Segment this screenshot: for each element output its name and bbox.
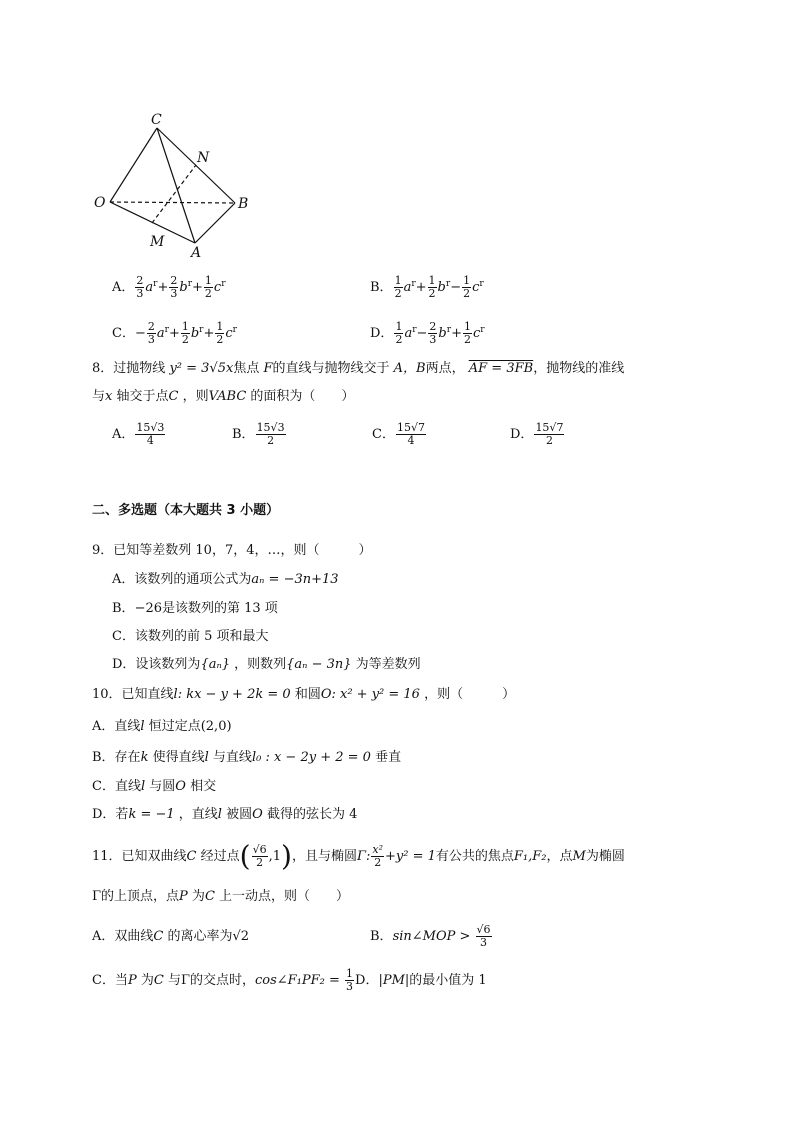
q8-line1: 8．过抛物线 y² = 3√5x焦点 F的直线与抛物线交于 A，B两点， AF = 3FB，抛物线的准线 — [92, 361, 625, 376]
q11-option-b[interactable]: B．sin∠MOP > $\frac{√6}{3}$ — [370, 923, 491, 949]
label-N: N — [197, 150, 210, 166]
section-title: 二、多选题（本大题共 3 小题） — [92, 503, 280, 518]
q8-option-b[interactable]: B． $\frac{15√3}{2}$ — [232, 421, 285, 447]
label-C: C — [151, 112, 162, 128]
q9-option-a[interactable]: A．该数列的通项公式为aₙ = −3n+13 — [112, 572, 339, 587]
q8-option-c[interactable]: C． $\frac{15√7}{4}$ — [372, 421, 425, 447]
q10-option-a[interactable]: A．直线l 恒过定点(2,0) — [92, 719, 232, 734]
label-B: B — [238, 196, 249, 212]
q7-option-a[interactable]: A． $\frac{2}{3}$ $a^r+$ $\frac{2}{3}$ $b^r+$ $\frac{1}{2}$ $c^r$ — [112, 274, 226, 300]
q9-option-b[interactable]: B．−26是该数列的第 13 项 — [112, 601, 278, 616]
q10-stem: 10．已知直线l: kx − y + 2k = 0 和圆O: x² + y² = 16 ，则（ ） — [92, 687, 516, 702]
edge-OB-dashed — [110, 202, 235, 203]
edge-AB — [195, 203, 235, 243]
label-O: O — [94, 195, 106, 211]
q8-triangle: VABC — [208, 389, 247, 404]
q11-stem-line1: 11．已知双曲线C 经过点( $\frac{√6}{2}$ ,1)，且与椭圆Γ: $\frac{\text{x²}}{2}$ +y² = 1有公共的焦点F₁,F₂，点M为椭圆 — [92, 839, 625, 873]
label-M: M — [150, 234, 165, 250]
q8-option-d[interactable]: D． $\frac{15√7}{2}$ — [510, 421, 564, 447]
q11-option-d[interactable]: D．|PM|的最小值为 1 — [355, 973, 487, 988]
edge-CO — [110, 128, 157, 202]
edge-CA — [157, 128, 195, 243]
q7-option-c[interactable]: C．− $\frac{2}{3}$ $a^r+$ $\frac{1}{2}$ $b^r+$ $\frac{1}{2}$ $c^r$ — [112, 320, 237, 346]
q10-option-b[interactable]: B．存在k 使得直线l 与直线l₀ : x − 2y + 2 = 0 垂直 — [92, 750, 402, 765]
q10-option-c[interactable]: C．直线l 与圆O 相交 — [92, 779, 217, 794]
q8-option-a[interactable]: A． $\frac{15√3}{4}$ — [112, 421, 165, 447]
q10-option-d[interactable]: D．若k = −1 ，直线l 被圆O 截得的弦长为 4 — [92, 807, 358, 822]
q9-option-d[interactable]: D．设该数列为{aₙ} ，则数列{aₙ − 3n} 为等差数列 — [112, 657, 421, 672]
q8-parabola-eq: y² = 3√5x — [169, 361, 234, 376]
label-A: A — [191, 245, 202, 261]
q7-option-b[interactable]: B． $\frac{1}{2}$ $a^r+$ $\frac{1}{2}$ $b^r-$ $\frac{1}{2}$ $c^r$ — [370, 274, 484, 300]
segment-MN-dashed — [152, 165, 196, 223]
q9-option-c[interactable]: C．该数列的前 5 项和最大 — [112, 629, 269, 644]
q11-option-c[interactable]: C．当P 为C 与Γ的交点时，cos∠F₁PF₂ = $\frac{1}{3}$ D．|PM|的最小值为 1 — [92, 967, 487, 993]
q11-option-a[interactable]: A．双曲线C 的离心率为√2 — [92, 929, 250, 944]
q8-line2: 与x 轴交于点C ，则VABC 的面积为（ ） — [92, 389, 355, 404]
q11-stem-line2: Γ的上顶点，点P 为C 上一动点，则（ ） — [92, 889, 350, 904]
q9-stem: 9．已知等差数列 10，7，4，…，则（ ） — [92, 543, 372, 558]
q8-vector-eq: AF = 3FB — [468, 361, 534, 376]
q7-option-d[interactable]: D． $\frac{1}{2}$ $a^r-$ $\frac{2}{3}$ $b^r+$ $\frac{1}{2}$ $c^r$ — [370, 320, 485, 346]
